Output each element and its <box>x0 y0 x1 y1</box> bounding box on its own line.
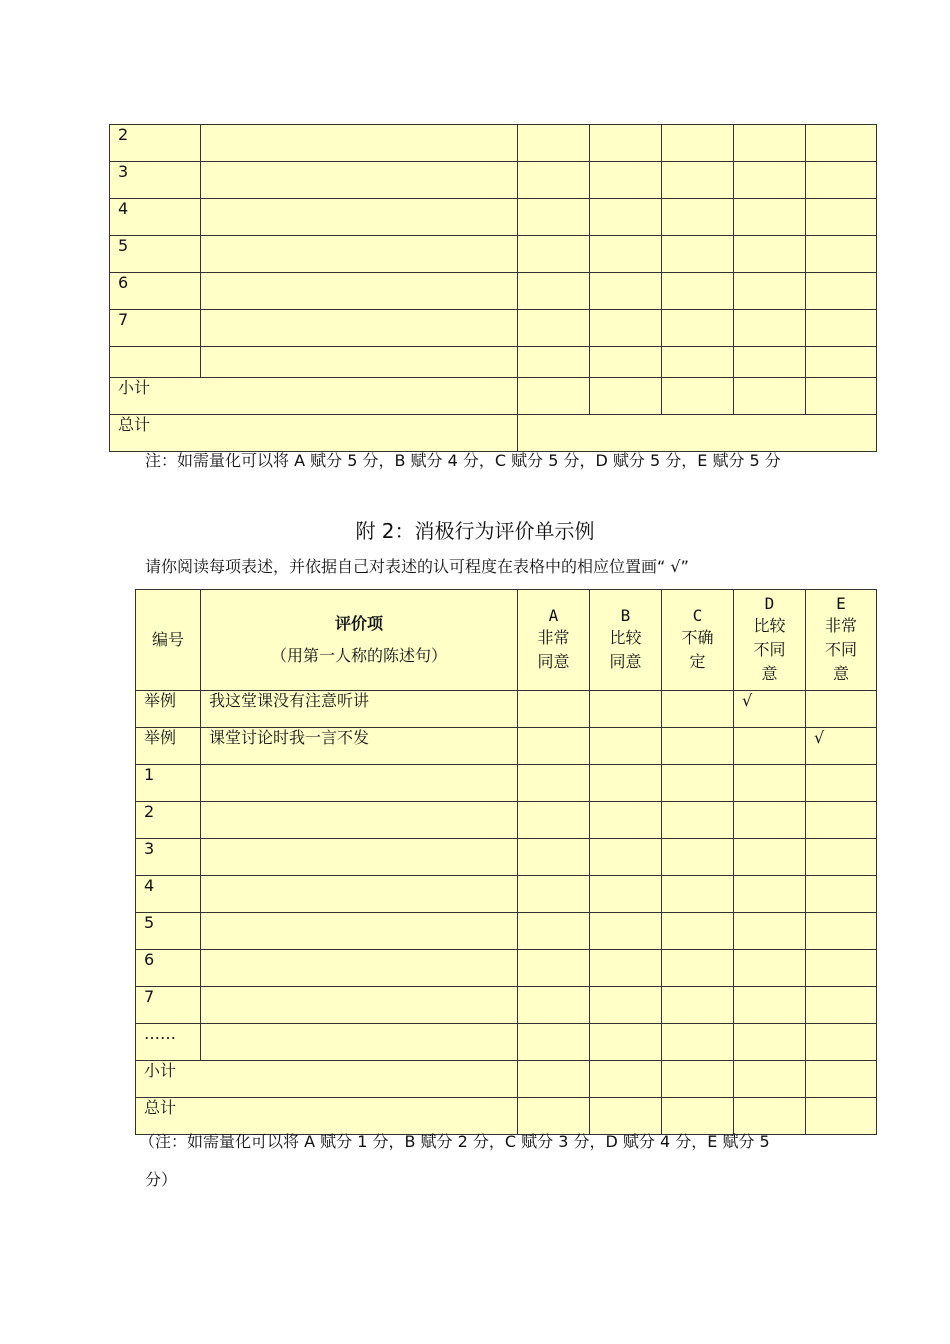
rating-cell <box>590 765 662 802</box>
row-item-cell <box>201 273 518 310</box>
subtotal-cell <box>590 1061 662 1098</box>
rating-letter: C <box>692 606 703 625</box>
rating-cell <box>518 199 590 236</box>
rating-cell <box>662 765 734 802</box>
row-item-cell <box>201 236 518 273</box>
row-item-cell <box>201 199 518 236</box>
rating-cell <box>734 950 806 987</box>
row-item-cell <box>201 987 518 1024</box>
rating-cell <box>590 876 662 913</box>
section-title: 附 2：消极行为评价单示例 <box>355 519 595 543</box>
rating-cell <box>662 839 734 876</box>
rating-cell <box>662 691 734 728</box>
rating-cell <box>518 728 590 765</box>
rating-cell <box>806 310 877 347</box>
rating-cell <box>806 765 877 802</box>
rating-cell <box>662 987 734 1024</box>
rating-cell <box>806 347 877 378</box>
row-item-cell <box>201 310 518 347</box>
rating-label: 不同 <box>753 640 786 659</box>
table-row <box>136 691 877 728</box>
rating-cell <box>590 347 662 378</box>
subtotal-cell <box>518 378 590 415</box>
rating-cell <box>734 839 806 876</box>
total-row <box>136 1098 877 1135</box>
subtotal-cell <box>806 1061 877 1098</box>
table-row <box>136 765 877 802</box>
subtotal-cell <box>662 378 734 415</box>
rating-cell <box>734 162 806 199</box>
rating-cell <box>662 310 734 347</box>
row-id-cell: 举例 <box>136 691 201 728</box>
row-item-cell <box>201 839 518 876</box>
rating-label: 不同 <box>824 640 857 659</box>
row-id-cell: 举例 <box>136 728 201 765</box>
table-negative-evaluation <box>135 589 877 1135</box>
rating-cell <box>590 1024 662 1061</box>
rating-letter: E <box>836 594 846 613</box>
subtotal-cell <box>590 378 662 415</box>
rating-cell <box>734 347 806 378</box>
rating-cell <box>518 765 590 802</box>
rating-cell <box>734 236 806 273</box>
rating-cell <box>806 913 877 950</box>
rating-cell <box>734 765 806 802</box>
row-id-cell: 5 <box>110 236 201 273</box>
row-id-cell: 6 <box>110 273 201 310</box>
rating-cell <box>806 691 877 728</box>
rating-cell <box>662 236 734 273</box>
row-item-cell <box>201 347 518 378</box>
rating-cell <box>734 1024 806 1061</box>
row-item-cell <box>201 765 518 802</box>
item-header-title: 评价项 <box>334 614 383 633</box>
subtotal-cell <box>518 1061 590 1098</box>
rating-label: 比较 <box>753 616 786 635</box>
rating-cell <box>662 913 734 950</box>
rating-cell <box>806 125 877 162</box>
total-label: 总计 <box>110 415 518 452</box>
rating-label: 意 <box>832 664 849 683</box>
rating-cell <box>806 236 877 273</box>
rating-header <box>734 590 806 691</box>
rating-cell <box>734 987 806 1024</box>
rating-cell <box>662 802 734 839</box>
table-row <box>136 950 877 987</box>
rating-label: 不确 <box>681 628 714 647</box>
id-header: 编号 <box>136 590 201 691</box>
subtotal-cell <box>662 1061 734 1098</box>
rating-label: 定 <box>689 652 706 671</box>
table1-note: 注：如需量化可以将 A 赋分 5 分，B 赋分 4 分，C 赋分 5 分，D 赋分 5 分，E 赋分 5 分 <box>145 451 781 470</box>
rating-cell <box>590 913 662 950</box>
table1-body <box>110 125 877 452</box>
table-row <box>110 310 877 347</box>
rating-label: 同意 <box>537 652 570 671</box>
row-id-cell: …… <box>136 1024 201 1061</box>
rating-cell <box>806 950 877 987</box>
rating-cell <box>734 802 806 839</box>
rating-cell <box>590 236 662 273</box>
row-id-cell: 2 <box>136 802 201 839</box>
rating-letter: A <box>548 606 559 625</box>
total-cell <box>662 1098 734 1135</box>
row-item-cell <box>201 162 518 199</box>
rating-label: 意 <box>761 664 778 683</box>
table-row <box>110 347 877 378</box>
rating-cell <box>806 1024 877 1061</box>
rating-header <box>590 590 662 691</box>
rating-cell <box>734 125 806 162</box>
rating-cell <box>806 199 877 236</box>
rating-cell <box>590 125 662 162</box>
table-positive-evaluation <box>109 124 877 452</box>
row-item-cell <box>201 876 518 913</box>
rating-cell <box>806 162 877 199</box>
subtotal-row <box>136 1061 877 1098</box>
rating-label: 同意 <box>609 652 642 671</box>
row-id-cell: 5 <box>136 913 201 950</box>
subtotal-cell <box>734 1061 806 1098</box>
rating-cell <box>518 236 590 273</box>
rating-cell <box>734 273 806 310</box>
rating-letter: B <box>620 606 631 625</box>
rating-cell <box>734 913 806 950</box>
rating-cell <box>662 876 734 913</box>
table-row <box>110 199 877 236</box>
row-item-cell: 我这堂课没有注意听讲 <box>201 691 518 728</box>
row-item-cell <box>201 125 518 162</box>
rating-cell <box>806 273 877 310</box>
rating-cell: √ <box>806 728 877 765</box>
row-item-cell: 课堂讨论时我一言不发 <box>201 728 518 765</box>
subtotal-cell <box>734 378 806 415</box>
table-row <box>110 273 877 310</box>
rating-cell <box>662 125 734 162</box>
table-row <box>136 913 877 950</box>
rating-cell <box>518 125 590 162</box>
rating-cell <box>734 728 806 765</box>
rating-cell <box>662 273 734 310</box>
rating-label: 非常 <box>824 616 857 635</box>
rating-cell <box>518 691 590 728</box>
rating-header <box>662 590 734 691</box>
table2-note-line2: 分） <box>145 1170 178 1189</box>
rating-cell <box>590 728 662 765</box>
rating-cell <box>590 950 662 987</box>
table-row <box>136 839 877 876</box>
total-cell <box>806 1098 877 1135</box>
rating-cell <box>518 987 590 1024</box>
rating-cell <box>662 199 734 236</box>
rating-cell <box>518 310 590 347</box>
rating-cell <box>662 162 734 199</box>
table-row <box>110 125 877 162</box>
rating-label: 比较 <box>609 628 642 647</box>
row-id-cell: 1 <box>136 765 201 802</box>
rating-cell <box>518 1024 590 1061</box>
rating-header <box>806 590 877 691</box>
table-row <box>136 876 877 913</box>
rating-cell <box>734 199 806 236</box>
row-id-cell: 4 <box>110 199 201 236</box>
row-item-cell <box>201 802 518 839</box>
rating-cell <box>590 310 662 347</box>
rating-cell <box>590 802 662 839</box>
rating-cell <box>662 1024 734 1061</box>
rating-cell <box>662 728 734 765</box>
rating-cell <box>518 162 590 199</box>
subtotal-label: 小计 <box>136 1061 518 1098</box>
table-row <box>110 162 877 199</box>
rating-cell <box>518 913 590 950</box>
rating-cell <box>590 273 662 310</box>
item-header-subtitle: （用第一人称的陈述句） <box>270 646 447 665</box>
rating-cell <box>662 950 734 987</box>
row-id-cell: 6 <box>136 950 201 987</box>
row-item-cell <box>201 1024 518 1061</box>
table-row <box>136 987 877 1024</box>
rating-cell <box>590 199 662 236</box>
table2-note-line1: （注：如需量化可以将 A 赋分 1 分，B 赋分 2 分，C 赋分 3 分，D 赋分 4 分，E 赋分 5 <box>139 1132 770 1151</box>
rating-cell <box>518 273 590 310</box>
rating-cell <box>734 876 806 913</box>
rating-cell <box>518 950 590 987</box>
row-id-cell: 7 <box>110 310 201 347</box>
rating-cell <box>590 162 662 199</box>
rating-cell <box>590 839 662 876</box>
subtotal-row <box>110 378 877 415</box>
rating-label: 非常 <box>537 628 570 647</box>
table-row <box>136 802 877 839</box>
rating-cell: √ <box>734 691 806 728</box>
item-header <box>201 590 518 691</box>
rating-cell <box>806 839 877 876</box>
row-id-cell: 7 <box>136 987 201 1024</box>
rating-cell <box>734 310 806 347</box>
rating-cell <box>662 347 734 378</box>
rating-letter: D <box>764 594 775 613</box>
subtotal-cell <box>806 378 877 415</box>
row-id-cell: 4 <box>136 876 201 913</box>
rating-header <box>518 590 590 691</box>
total-value-cell <box>518 415 877 452</box>
subtotal-label: 小计 <box>110 378 518 415</box>
rating-cell <box>518 802 590 839</box>
total-label: 总计 <box>136 1098 518 1135</box>
rating-cell <box>806 876 877 913</box>
row-item-cell <box>201 950 518 987</box>
rating-cell <box>518 839 590 876</box>
table-row <box>136 728 877 765</box>
table-row <box>136 1024 877 1061</box>
row-id-cell: 3 <box>110 162 201 199</box>
rating-cell <box>590 987 662 1024</box>
total-row <box>110 415 877 452</box>
total-cell <box>518 1098 590 1135</box>
table2-body <box>136 590 877 1135</box>
rating-cell <box>806 802 877 839</box>
row-id-cell <box>110 347 201 378</box>
rating-cell <box>590 691 662 728</box>
row-id-cell: 2 <box>110 125 201 162</box>
instruction-text: 请你阅读每项表述，并依据自己对表述的认可程度在表格中的相应位置画“ √” <box>145 557 689 576</box>
row-item-cell <box>201 913 518 950</box>
rating-cell <box>518 347 590 378</box>
total-cell <box>734 1098 806 1135</box>
table-row <box>110 236 877 273</box>
header-row <box>136 590 877 691</box>
rating-cell <box>518 876 590 913</box>
total-cell <box>590 1098 662 1135</box>
rating-cell <box>806 987 877 1024</box>
row-id-cell: 3 <box>136 839 201 876</box>
